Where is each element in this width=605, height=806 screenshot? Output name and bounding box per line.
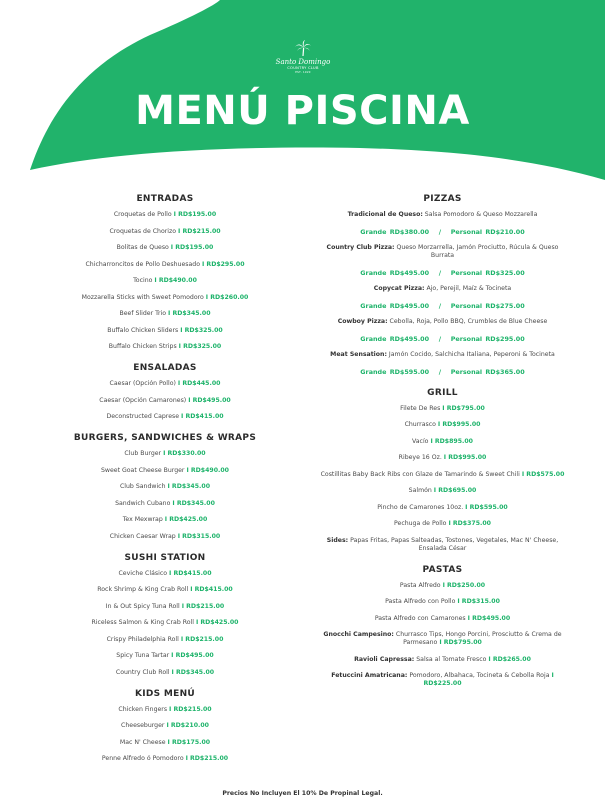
menu-item xyxy=(30,652,300,660)
item-name: Deconstructed Caprese xyxy=(106,413,180,420)
item-name: Beef Slider Trio xyxy=(119,310,167,317)
menu-item xyxy=(315,285,570,293)
item-price: I RD$325.00 xyxy=(180,326,223,334)
item-price: I RD$315.00 xyxy=(177,532,221,540)
pizza-size-prices: Grande RD$495.00 / Personal RD$325.00 xyxy=(360,268,525,277)
menu-section xyxy=(315,388,570,553)
item-name: Pechuga de Pollo xyxy=(394,520,447,527)
menu-item xyxy=(315,318,570,326)
item-name: Croquetas de Chorizo xyxy=(109,227,177,235)
item-price: I RD$375.00 xyxy=(448,520,491,527)
item-price: I RD$895.00 xyxy=(430,437,473,445)
item-description: Jamón Cocido, Salchicha Italiana, Peperoni & Tocineta xyxy=(388,351,555,358)
menu-item xyxy=(315,582,570,590)
item-price: I RD$315.00 xyxy=(457,598,500,605)
item-price: I RD$995.00 xyxy=(437,421,481,428)
item-name: Mozzarella Sticks with Sweet Pomodoro xyxy=(81,293,204,301)
item-name: Tocino xyxy=(133,277,153,284)
menu-item xyxy=(315,672,570,688)
item-price: I RD$445.00 xyxy=(177,380,221,387)
item-name: Croquetas de Pollo xyxy=(113,211,172,218)
menu-item xyxy=(30,722,300,730)
menu-section xyxy=(30,363,300,421)
menu-item xyxy=(30,397,300,405)
menu-item xyxy=(30,228,300,236)
item-description: Salsa Pomodoro & Queso Mozzarella xyxy=(424,211,538,218)
item-price: I RD$215.00 xyxy=(185,755,229,762)
menu-item xyxy=(30,343,300,351)
item-name: Tex Mexwrap xyxy=(122,516,163,523)
item-name: Pasta Alfredo con Pollo xyxy=(385,598,456,605)
right-column xyxy=(315,194,570,700)
pizza-size-prices: Grande RD$495.00 / Personal RD$295.00 xyxy=(360,334,525,343)
item-name: Penne Alfredo ó Pomodoro xyxy=(101,755,184,762)
item-name: Pasta Alfredo xyxy=(399,581,441,589)
menu-section xyxy=(30,553,300,677)
item-description: Ajo, Perejil, Maíz & Tocineta xyxy=(426,285,512,292)
logo-subtitle: COUNTRY CLUB xyxy=(287,66,319,70)
item-name: In & Out Spicy Tuna Roll xyxy=(105,602,180,610)
item-price: I RD$210.00 xyxy=(166,722,209,729)
menu-item xyxy=(315,615,570,623)
menu-item xyxy=(30,310,300,318)
item-name: Country Club Roll xyxy=(115,668,170,676)
pizza-size-prices: Grande RD$380.00 / Personal RD$210.00 xyxy=(360,227,525,236)
item-price: I RD$215.00 xyxy=(169,705,212,713)
item-price: I RD$575.00 xyxy=(521,470,565,478)
menu-section xyxy=(30,194,300,351)
menu-item xyxy=(315,537,570,553)
item-price: I RD$265.00 xyxy=(488,655,531,663)
menu-section xyxy=(30,433,300,541)
item-price: I RD$345.00 xyxy=(172,499,215,507)
menu-item xyxy=(315,421,570,429)
item-name: Gnocchi Campesino: xyxy=(323,631,394,638)
item-price: I RD$415.00 xyxy=(169,569,212,577)
item-description: Churrasco Tips, Hongo Porcini, Prosciutto & Crema de Parmesano xyxy=(395,631,562,646)
item-name: Tradicional de Queso: xyxy=(347,211,423,218)
menu-item xyxy=(30,294,300,302)
logo-script: Santo Domingo xyxy=(275,58,331,66)
section-title: KIDS MENÚ xyxy=(134,688,196,699)
item-name: Ceviche Clásico xyxy=(118,569,168,577)
item-price: I RD$695.00 xyxy=(433,487,477,494)
menu-item xyxy=(30,570,300,578)
item-name: Country Club Pizza: xyxy=(326,244,395,251)
menu-item xyxy=(30,619,300,627)
item-name: Churrasco xyxy=(404,421,436,428)
menu-section xyxy=(315,194,570,376)
item-price: I RD$330.00 xyxy=(163,450,206,457)
item-price: I RD$795.00 xyxy=(442,404,485,412)
pizza-size-prices: Grande RD$495.00 / Personal RD$275.00 xyxy=(360,301,525,310)
item-price: I RD$345.00 xyxy=(171,668,215,676)
menu-section xyxy=(30,689,300,764)
menu-item xyxy=(30,261,300,269)
menu-item xyxy=(315,598,570,606)
menu-item xyxy=(30,467,300,475)
menu-item xyxy=(30,533,300,541)
menu-item xyxy=(30,211,300,219)
menu-item xyxy=(30,755,300,763)
item-price: I RD$250.00 xyxy=(442,581,486,589)
item-name: Crispy Philadelphia Roll xyxy=(106,635,179,643)
menu-item xyxy=(30,327,300,335)
item-price: I RD$415.00 xyxy=(181,413,224,420)
menu-section xyxy=(315,565,570,689)
menu-item xyxy=(315,487,570,495)
item-name: Filete De Res xyxy=(400,404,441,412)
item-name: Ribeye 16 Oz. xyxy=(398,454,442,461)
menu-item xyxy=(30,669,300,677)
menu-item xyxy=(30,586,300,594)
menu-item xyxy=(315,351,570,359)
menu-item xyxy=(30,603,300,611)
menu-item xyxy=(30,244,300,252)
menu-item xyxy=(30,450,300,458)
section-title: PASTAS xyxy=(422,564,463,575)
item-name: Cowboy Pizza: xyxy=(337,318,388,325)
menu-item xyxy=(30,413,300,421)
item-price: I RD$345.00 xyxy=(167,483,211,490)
item-price: I RD$495.00 xyxy=(171,652,214,659)
section-title: ENSALADAS xyxy=(133,363,197,373)
item-name: Spicy Tuna Tartar xyxy=(116,652,170,659)
item-name: Sides: xyxy=(326,536,349,544)
item-name: Sandwich Cubano xyxy=(115,499,171,507)
item-price: I RD$225.00 xyxy=(423,672,554,687)
item-price: I RD$215.00 xyxy=(181,602,225,610)
page-title: MENÚ PISCINA xyxy=(135,88,470,134)
menu-item xyxy=(30,277,300,285)
item-price: I RD$995.00 xyxy=(443,454,487,461)
item-name: Chicken Caesar Wrap xyxy=(109,532,176,540)
logo-established: EST. 1920 xyxy=(295,71,311,74)
item-price: I RD$415.00 xyxy=(190,586,233,593)
menu-item xyxy=(315,438,570,446)
item-name: Pasta Alfredo con Camarones xyxy=(374,614,466,622)
item-price: I RD$490.00 xyxy=(186,466,229,474)
item-price: I RD$795.00 xyxy=(439,639,482,646)
item-name: Ravioli Capressa: xyxy=(354,655,415,663)
menu-item xyxy=(315,504,570,512)
item-price: I RD$345.00 xyxy=(167,310,211,317)
item-price: I RD$595.00 xyxy=(465,503,508,511)
menu-item xyxy=(315,454,570,462)
item-name: Sweet Goat Cheese Burger xyxy=(100,466,185,474)
menu-item xyxy=(315,656,570,664)
menu-item xyxy=(315,211,570,219)
club-logo xyxy=(268,40,338,74)
item-name: Caesar (Opción Pollo) xyxy=(109,380,176,387)
menu-item xyxy=(30,706,300,714)
item-name: Buffalo Chicken Sliders xyxy=(107,326,179,334)
item-price: I RD$195.00 xyxy=(173,211,217,218)
item-name: Meat Sensation: xyxy=(330,351,387,358)
footer-note: Precios No Incluyen El 10% De Propinal Legal. xyxy=(222,790,383,797)
item-name: Bolitas de Queso xyxy=(116,244,169,251)
menu-item xyxy=(315,631,570,647)
item-name: Salmón xyxy=(408,487,432,494)
menu-item xyxy=(315,471,570,479)
item-description: Cebolla, Roja, Pollo BBQ, Crumbles de Blue Cheese xyxy=(389,318,548,325)
item-name: Rock Shrimp & King Crab Roll xyxy=(97,586,189,593)
item-name: Fetuccini Amatricana: xyxy=(331,672,408,679)
item-name: Pincho de Camarones 10oz. xyxy=(377,503,464,511)
item-price: I RD$425.00 xyxy=(164,516,208,523)
menu-item xyxy=(30,500,300,508)
item-name: Caesar (Opción Camarones) xyxy=(99,396,187,404)
item-price: I RD$325.00 xyxy=(178,343,222,350)
item-price: I RD$215.00 xyxy=(178,227,221,235)
item-price: I RD$215.00 xyxy=(180,635,224,643)
menu-item xyxy=(30,483,300,491)
item-name: Cheeseburger xyxy=(121,722,165,729)
pizza-size-prices: Grande RD$595.00 / Personal RD$365.00 xyxy=(360,367,525,376)
item-description: Papas Fritas, Papas Salteadas, Tostones, Vegetales, Mac N' Cheese, Ensalada César xyxy=(350,536,559,552)
item-name: Copycat Pizza: xyxy=(373,285,425,292)
menu-item xyxy=(30,739,300,747)
item-name: Mac N' Cheese xyxy=(119,738,166,746)
section-title: GRILL xyxy=(427,387,458,398)
item-name: Riceless Salmon & King Crab Roll xyxy=(91,619,194,626)
item-name: Buffalo Chicken Strips xyxy=(108,343,177,350)
section-title: PIZZAS xyxy=(423,194,462,204)
item-price: I RD$490.00 xyxy=(154,277,197,284)
palm-tree-icon xyxy=(294,40,312,57)
item-price: I RD$260.00 xyxy=(205,293,249,301)
menu-item xyxy=(315,405,570,413)
section-title: SUSHI STATION xyxy=(124,552,206,563)
item-name: Club Sandwich xyxy=(119,483,166,490)
left-column xyxy=(30,194,300,775)
item-name: Chicharroncitos de Pollo Deshuesado xyxy=(85,260,200,268)
item-description: Pomodoro, Albahaca, Tocineta & Cebolla Roja xyxy=(409,672,550,679)
section-title: ENTRADAS xyxy=(136,194,194,204)
item-description: Queso Morzarrella, Jamón Prociutto, Rúcula & Queso Burrata xyxy=(396,244,559,259)
menu-item xyxy=(315,520,570,528)
menu-item xyxy=(30,516,300,524)
section-title: BURGERS, SANDWICHES & WRAPS xyxy=(73,433,257,443)
item-price: I RD$495.00 xyxy=(188,396,231,404)
menu-item xyxy=(30,636,300,644)
menu-item xyxy=(30,380,300,388)
item-description: Salsa al Tomate Fresco xyxy=(416,655,487,663)
item-name: Chicken Fingers xyxy=(118,705,168,713)
item-name: Costillitas Baby Back Ribs con Glaze de Tamarindo & Sweet Chili xyxy=(320,470,520,478)
item-name: Club Burger xyxy=(124,450,162,457)
item-price: I RD$295.00 xyxy=(201,260,245,268)
item-price: I RD$175.00 xyxy=(167,738,211,746)
item-name: Vacío xyxy=(412,437,429,445)
item-price: I RD$425.00 xyxy=(195,619,239,626)
menu-item xyxy=(315,244,570,260)
item-price: I RD$195.00 xyxy=(170,244,214,251)
item-price: I RD$495.00 xyxy=(467,614,511,622)
